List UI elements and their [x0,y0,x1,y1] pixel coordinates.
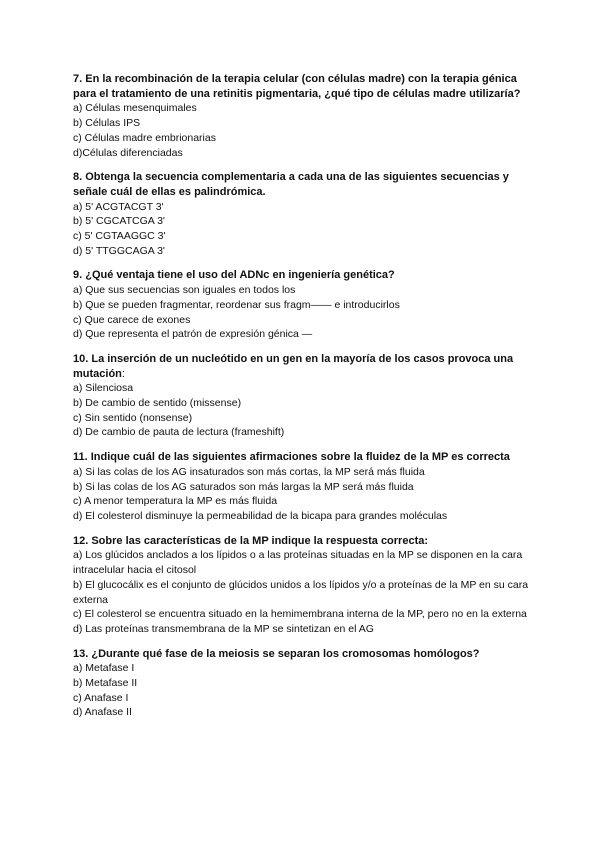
question-7 [73,72,538,160]
question-title: 13. ¿Durante qué fase de la meiosis se separan los cromosomas homólogos? [73,647,480,660]
question-13 [73,647,538,721]
option-d: d) 5' TTGGCAGA 3' [73,244,165,257]
option-b: b) Que se pueden fragmentar, reordenar sus fragm—— e introducirlos [73,298,400,311]
option-a: a) Metafase I [73,662,135,675]
question-title: 12. Sobre las características de la MP indique la respuesta correcta: [73,534,429,547]
question-title: 9. ¿Qué ventaja tiene el uso del ADNc en ingeniería genética? [73,269,395,282]
option-c: c) 5' CGTAAGGC 3' [73,230,166,243]
question-12 [73,534,538,637]
option-d: d) Las proteínas transmembrana de la MP se sintetizan en el AG [73,622,374,635]
question-8 [73,170,538,258]
option-list [73,548,538,636]
option-c: c) A menor temperatura la MP es más fluida [73,495,278,508]
option-d: d) De cambio de pauta de lectura (frameshift) [73,426,285,439]
question-9 [73,268,538,342]
option-list [73,283,538,342]
option-c: c) Sin sentido (nonsense) [73,411,193,424]
option-d: d)Células diferenciadas [73,146,183,159]
option-a: a) Silenciosa [73,382,134,395]
option-list [73,465,538,524]
document-page [73,72,538,730]
option-b: b) Células IPS [73,117,141,130]
option-list [73,381,538,440]
question-10 [73,352,538,440]
question-title: 11. Indique cuál de las siguientes afirmaciones sobre la fluidez de la MP es correcta [73,451,510,464]
question-title: 7. En la recombinación de la terapia celular (con células madre) con la terapia génica para el tratamiento de una retinitis pigmentaria, ¿qué tipo de células madre utilizaría? [73,73,521,100]
option-d: d) Que representa el patrón de expresión génica — [73,328,313,341]
option-b: b) De cambio de sentido (missense) [73,397,242,410]
option-c: c) Que carece de exones [73,313,191,326]
question-title [73,352,538,381]
option-d: d) Anafase II [73,706,132,719]
question-title-colon: : [121,367,125,380]
option-c: c) Células madre embrionarias [73,131,216,144]
question-title-text: 10. La inserción de un nucleótido en un gen en la mayoría de los casos provoca una mutación [73,352,514,380]
option-c: c) El colesterol se encuentra situado en la hemimembrana interna de la MP, pero no en la externa [73,608,527,621]
option-a: a) Células mesenquimales [73,102,197,115]
option-b: b) Si las colas de los AG saturados son más largas la MP será más fluida [73,480,414,493]
option-b: b) 5' CGCATCGA 3' [73,215,165,228]
option-list [73,200,538,259]
option-b: b) Metafase II [73,677,138,690]
option-a: a) Los glúcidos anclados a los lípidos o a las proteínas situadas en la MP se disponen en la cara intracelular hacia el citosol [73,549,523,577]
option-a: a) Que sus secuencias son iguales en todos los [73,284,296,297]
option-b: b) El glucocálix es el conjunto de glúcidos unidos a los lípidos y/o a proteínas de la MP en su cara externa [73,578,529,606]
option-a: a) 5' ACGTACGT 3' [73,200,164,213]
question-title: 8. Obtenga la secuencia complementaria a cada una de las siguientes secuencias y señale cuál de ellas es palindrómica. [73,171,509,198]
option-a: a) Si las colas de los AG insaturados son más cortas, la MP será más fluida [73,465,425,478]
option-d: d) El colesterol disminuye la permeabilidad de la bicapa para grandes moléculas [73,509,448,522]
option-list [73,101,538,160]
option-c: c) Anafase I [73,691,129,704]
question-11 [73,450,538,524]
option-list [73,661,538,720]
